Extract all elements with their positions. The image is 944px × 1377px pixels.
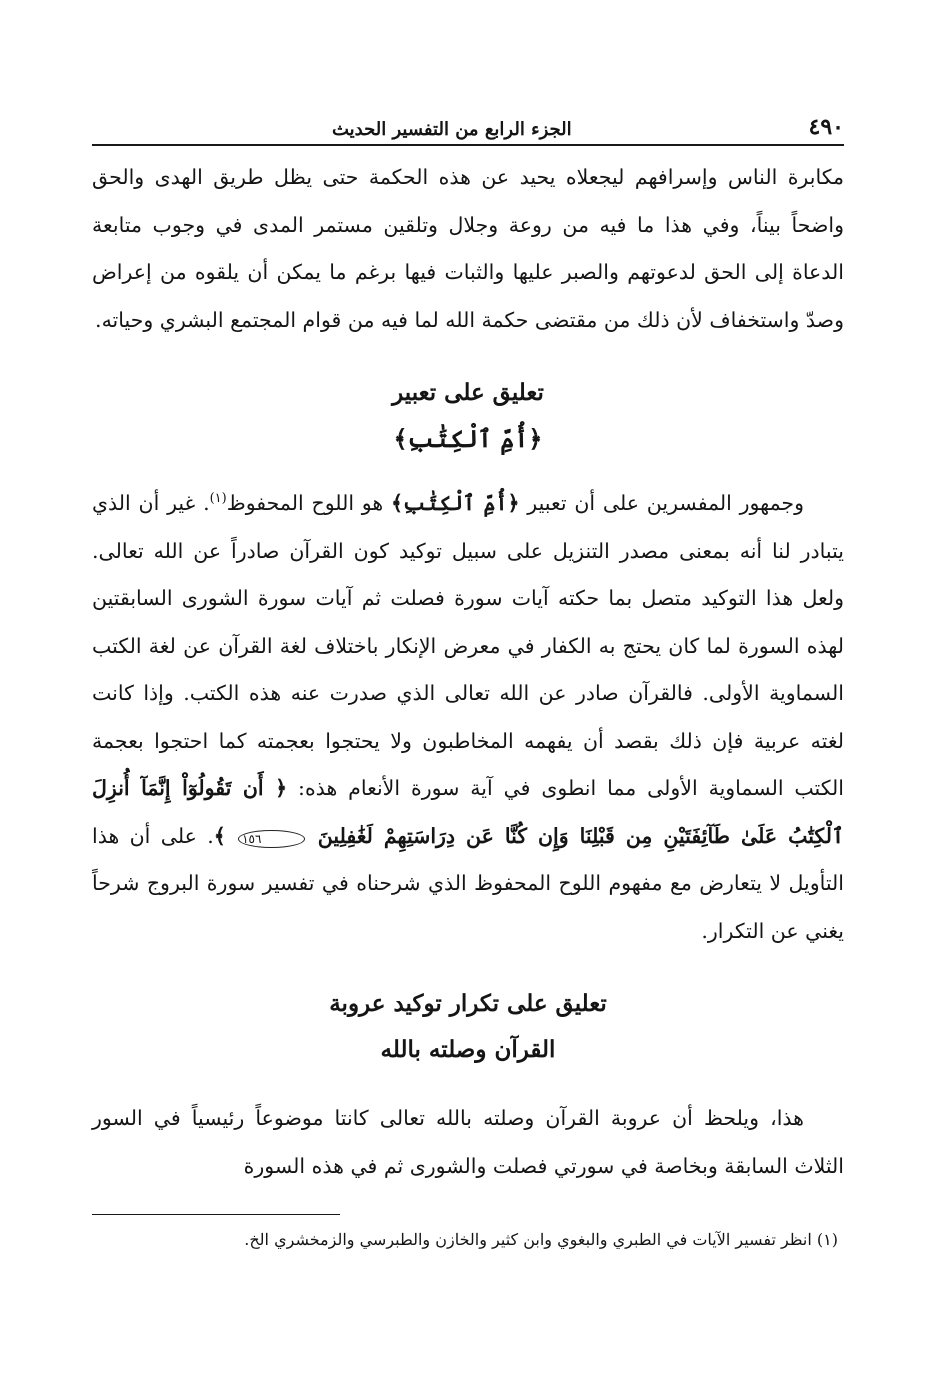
- section-heading-2-line-1: تعليق على تكرار توكيد عروبة: [329, 990, 607, 1017]
- paragraph-2-part-3: . غير أن الذي يتبادر لنا أنه بمعنى مصدر التنزيل على سبيل توكيد كون القرآن صادراً عن الله تعالى. ولعل هذا التوكيد متصل بما حكته آيات سورة فصلت ثم آيات سورة الشورى السابقتين لهذه السورة لما كان يحتج به الكفار في معرض الإنكار باختلاف لغة القرآن عن لغة الكتب السماوية الأولى. فالقرآن صادر عن الله تعالى الذي صدرت عنه هذه الكتب. وإذا كانت لغته عربية فإن ذلك بقصد أن يفهمه المخاطبون ولا يحتجوا بعجمته كما احتجوا بعجمة الكتب السماوية الأولى مما انطوى في آية سورة الأنعام هذه:: [92, 491, 844, 800]
- quran-term: ﴿أُمِّ ٱلْكِتَٰبِ﴾: [390, 491, 520, 515]
- quran-verse-close: ﴾: [213, 823, 226, 848]
- quran-verse: ﴿ أَن تَقُولُوٓاْ إِنَّمَآ أُنزِلَ ٱلْكِتَٰبُ عَلَىٰ طَآئِفَتَيْنِ مِن قَبْلِنَا وَإِن كُنَّا عَن دِرَاسَتِهِمْ لَغَٰفِلِينَ: [92, 776, 844, 848]
- paragraph-1: مكابرة الناس وإسرافهم ليجعلاه يحيد عن هذه الحكمة حتى يظل طريق الهدى والحق واضحاً بيناً، وفي هذا ما فيه من روعة وجلال وتلقين مستمر المدى في وجوب متابعة الدعاة إلى الحق لدعوتهم والصبر عليها والثبات فيها برغم ما يمكن أن يلقوه من إعراض وصدّ واستخفاف لأن ذلك من مقتضى حكمة الله لما فيه من قوام المجتمع البشري وحياته.: [92, 165, 844, 332]
- section-heading-2: [92, 981, 844, 1073]
- section-heading-1: [92, 370, 844, 462]
- paragraph-2: [92, 480, 844, 955]
- ayah-number-marker: ١٥٦: [238, 830, 305, 848]
- footnote: (١) انظر تفسير الآيات في الطبري والبغوي وابن كثير والخازن والطبرسي والزمخشري الخ.: [244, 1230, 838, 1249]
- section-heading-2-line-2: القرآن وصلته بالله: [380, 1036, 556, 1063]
- paragraph-2-part-4: . على أن هذا التأويل لا يتعارض مع مفهوم اللوح المحفوظ الذي شرحناه في تفسير سورة البروج شرحاً يغني عن التكرار.: [92, 823, 844, 943]
- footnote-divider: [92, 1214, 340, 1215]
- paragraph-3: هذا، ويلحظ أن عروبة القرآن وصلته بالله تعالى كانتا موضوعاً رئيسياً في السور الثلاث السابقة وبخاصة في سورتي فصلت والشورى ثم في هذه السورة: [92, 1106, 844, 1178]
- running-title: الجزء الرابع من التفسير الحديث: [332, 119, 572, 140]
- paragraph-2-part-1: وجمهور المفسرين على أن تعبير: [519, 491, 805, 515]
- section-heading-1-line-2: ﴿أُمِّ ٱلْكِتَٰبِ﴾: [393, 424, 543, 453]
- paragraph-2-part-2: هو اللوح المحفوظ: [226, 491, 391, 515]
- section-heading-1-line-1: تعليق على تعبير: [392, 379, 544, 406]
- footnote-reference[interactable]: (١): [209, 491, 227, 507]
- running-header: [92, 98, 844, 146]
- book-page: [92, 98, 844, 1271]
- page-number: ٤٩٠: [808, 114, 844, 140]
